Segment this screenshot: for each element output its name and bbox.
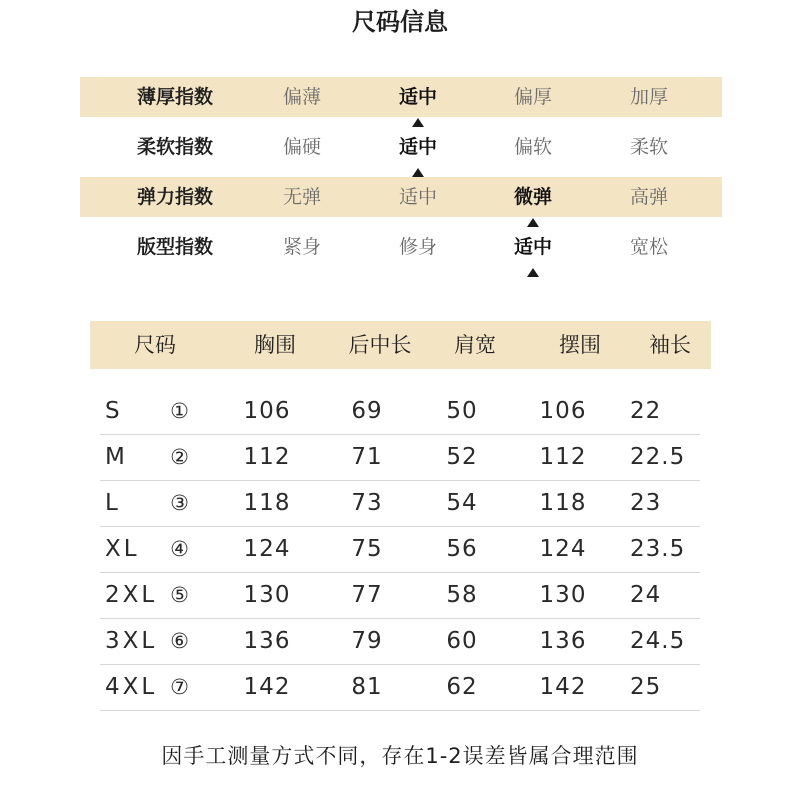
size-number: ② (170, 445, 190, 469)
sleeve-value: 24 (630, 582, 662, 608)
index-option: 无弹 (282, 186, 321, 208)
index-option-selected: 适中 (398, 86, 437, 108)
table-row (100, 619, 700, 665)
index-row-softness (80, 127, 722, 167)
length-value: 71 (351, 444, 383, 470)
fabric-index-section (80, 77, 722, 277)
index-option: 高弹 (629, 186, 668, 208)
table-row (100, 481, 700, 527)
chest-value: 130 (243, 582, 291, 608)
size-number: ⑥ (170, 629, 190, 653)
size-number: ③ (170, 491, 190, 515)
chest-value: 124 (243, 536, 291, 562)
index-option-selected: 适中 (398, 136, 437, 158)
shoulder-value: 56 (446, 536, 478, 562)
index-label: 版型指数 (136, 236, 213, 258)
size-label: 4XL (105, 674, 158, 700)
hem-value: 118 (539, 490, 587, 516)
index-option: 修身 (398, 236, 437, 258)
hem-value: 124 (539, 536, 587, 562)
index-label: 薄厚指数 (136, 86, 213, 108)
size-number: ① (170, 399, 190, 423)
hem-value: 130 (539, 582, 587, 608)
size-number: ④ (170, 537, 190, 561)
shoulder-value: 62 (446, 674, 478, 700)
sleeve-value: 22.5 (630, 444, 686, 470)
hem-value: 142 (539, 674, 587, 700)
header-size: 尺码 (134, 333, 176, 357)
table-row (100, 389, 700, 435)
selection-marker-icon (527, 268, 539, 277)
index-option: 偏硬 (282, 136, 321, 158)
chest-value: 118 (243, 490, 291, 516)
selection-marker-icon (412, 118, 424, 127)
index-row-elasticity (80, 177, 722, 217)
table-row (100, 665, 700, 711)
selection-marker-icon (412, 168, 424, 177)
sleeve-value: 22 (630, 398, 662, 424)
hem-value: 112 (539, 444, 587, 470)
header-shoulder: 肩宽 (454, 333, 496, 357)
size-label: XL (105, 536, 140, 562)
header-hem: 摆围 (559, 333, 601, 357)
index-label: 弹力指数 (136, 186, 213, 208)
shoulder-value: 52 (446, 444, 478, 470)
length-value: 69 (351, 398, 383, 424)
size-number: ⑤ (170, 583, 190, 607)
shoulder-value: 60 (446, 628, 478, 654)
size-number: ⑦ (170, 675, 190, 699)
hem-value: 106 (539, 398, 587, 424)
size-label: S (105, 398, 123, 424)
index-option-selected: 适中 (513, 236, 552, 258)
length-value: 75 (351, 536, 383, 562)
index-row-fit (80, 227, 722, 267)
index-option: 偏薄 (282, 86, 321, 108)
index-option: 适中 (398, 186, 437, 208)
length-value: 77 (351, 582, 383, 608)
index-label: 柔软指数 (136, 136, 213, 158)
length-value: 79 (351, 628, 383, 654)
size-chart-body (100, 389, 700, 711)
size-chart-header (90, 321, 711, 369)
sleeve-value: 23 (630, 490, 662, 516)
length-value: 81 (351, 674, 383, 700)
index-option: 偏软 (513, 136, 552, 158)
index-option-selected: 微弹 (513, 186, 552, 208)
size-chart (90, 321, 711, 700)
measurement-note: 因手工测量方式不同，存在1-2误差皆属合理范围 (161, 744, 639, 768)
chest-value: 106 (243, 398, 291, 424)
table-row (100, 527, 700, 573)
index-row-thickness (80, 77, 722, 117)
index-option: 加厚 (629, 86, 668, 108)
header-length: 后中长 (348, 333, 412, 357)
length-value: 73 (351, 490, 383, 516)
sleeve-value: 23.5 (630, 536, 686, 562)
chest-value: 136 (243, 628, 291, 654)
sleeve-value: 25 (630, 674, 662, 700)
selection-marker-icon (527, 218, 539, 227)
index-option: 柔软 (629, 136, 668, 158)
header-sleeve: 袖长 (649, 333, 691, 357)
chest-value: 112 (243, 444, 291, 470)
hem-value: 136 (539, 628, 587, 654)
shoulder-value: 50 (446, 398, 478, 424)
index-option: 紧身 (282, 236, 321, 258)
shoulder-value: 58 (446, 582, 478, 608)
size-label: 2XL (105, 582, 158, 608)
page-title: 尺码信息 (352, 8, 448, 36)
size-label: M (105, 444, 128, 470)
index-option: 偏厚 (513, 86, 552, 108)
sleeve-value: 24.5 (630, 628, 686, 654)
header-chest: 胸围 (254, 333, 296, 357)
size-label: 3XL (105, 628, 158, 654)
chest-value: 142 (243, 674, 291, 700)
table-row (100, 573, 700, 619)
shoulder-value: 54 (446, 490, 478, 516)
table-row (100, 435, 700, 481)
size-label: L (105, 490, 121, 516)
index-option: 宽松 (629, 236, 668, 258)
